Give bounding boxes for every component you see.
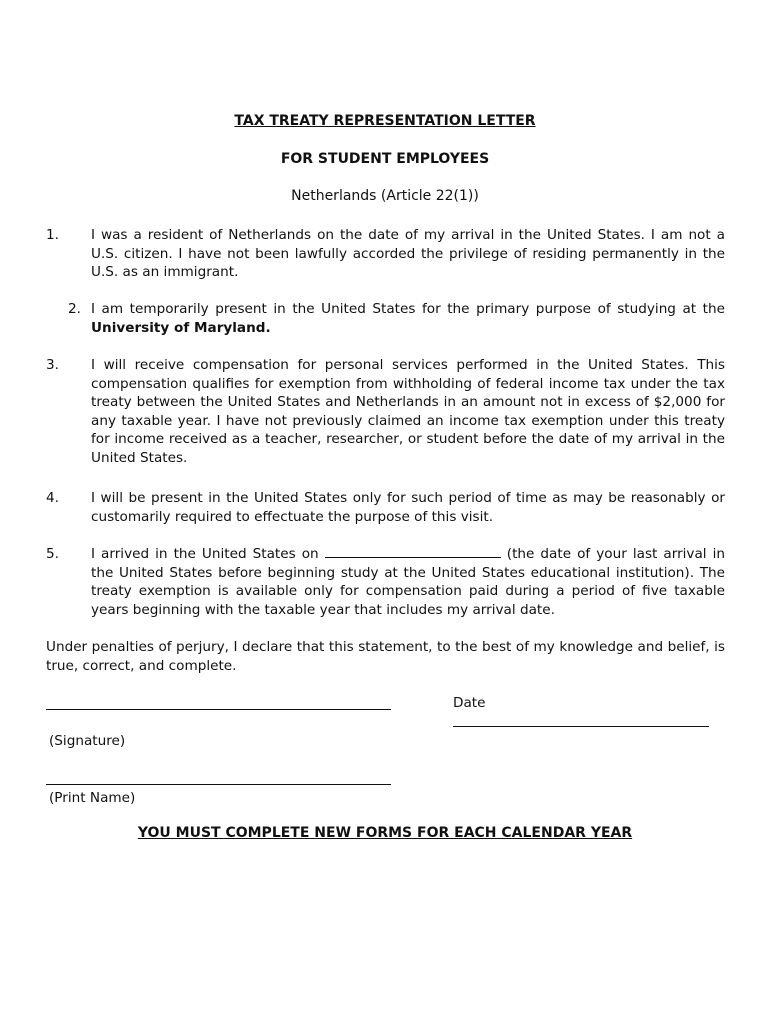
document-title: TAX TREATY REPRESENTATION LETTER [234,113,536,129]
item-5-number: 5. [46,546,59,562]
item-5-text [91,545,725,619]
item-1-number: 1. [46,227,59,243]
date-label: Date [453,695,486,711]
signature-line[interactable] [46,709,391,710]
item-2-text-before: I am temporarily present in the United States for the primary purpose of studying at the [91,301,725,317]
print-name-label: (Print Name) [49,790,136,806]
item-4-number: 4. [46,490,59,506]
print-name-line[interactable] [46,784,391,785]
perjury-declaration: Under penalties of perjury, I declare that this statement, to the best of my knowledge and belief, is true, correct, and complete. [46,639,725,674]
signature-label: (Signature) [49,733,126,749]
arrival-date-blank[interactable] [325,545,501,558]
treaty-article: Netherlands (Article 22(1)) [291,188,479,204]
item-1-text: I was a resident of Netherlands on the date of my arrival in the United States. I am not a U.S. citizen. I have not been lawfully accorded the privilege of residing permanently in the U.S. as an immigrant. [91,227,725,281]
item-3-number: 3. [46,357,59,373]
annual-form-notice: YOU MUST COMPLETE NEW FORMS FOR EACH CALENDAR YEAR [137,825,633,841]
date-line[interactable] [453,726,709,727]
item-5-text-after: (the date of your last arrival in the United States before beginning study at the United States educational institution). The treaty exemption is available only for compensation paid during a period of five taxable years beginning with the taxable year that includes my arrival date. [91,546,726,618]
item-2-number: 2. [68,301,81,317]
item-5-text-before: I arrived in the United States on [91,546,319,562]
document-subtitle: FOR STUDENT EMPLOYEES [280,151,490,167]
item-2-text [91,300,725,337]
university-name: University of Maryland. [91,319,271,336]
item-4-text: I will be present in the United States only for such period of time as may be reasonably or customarily required to effectuate the purpose of this visit. [91,490,725,525]
item-3-text: I will receive compensation for personal services performed in the United States. This compensation qualifies for exemption from withholding of federal income tax under the tax treaty between the United States and Netherlands in an amount not in excess of $2,000 for any taxable year. I have not previously claimed an income tax exemption under this treaty for income received as a teacher, researcher, or student before the date of my arrival in the United States. [91,357,725,466]
